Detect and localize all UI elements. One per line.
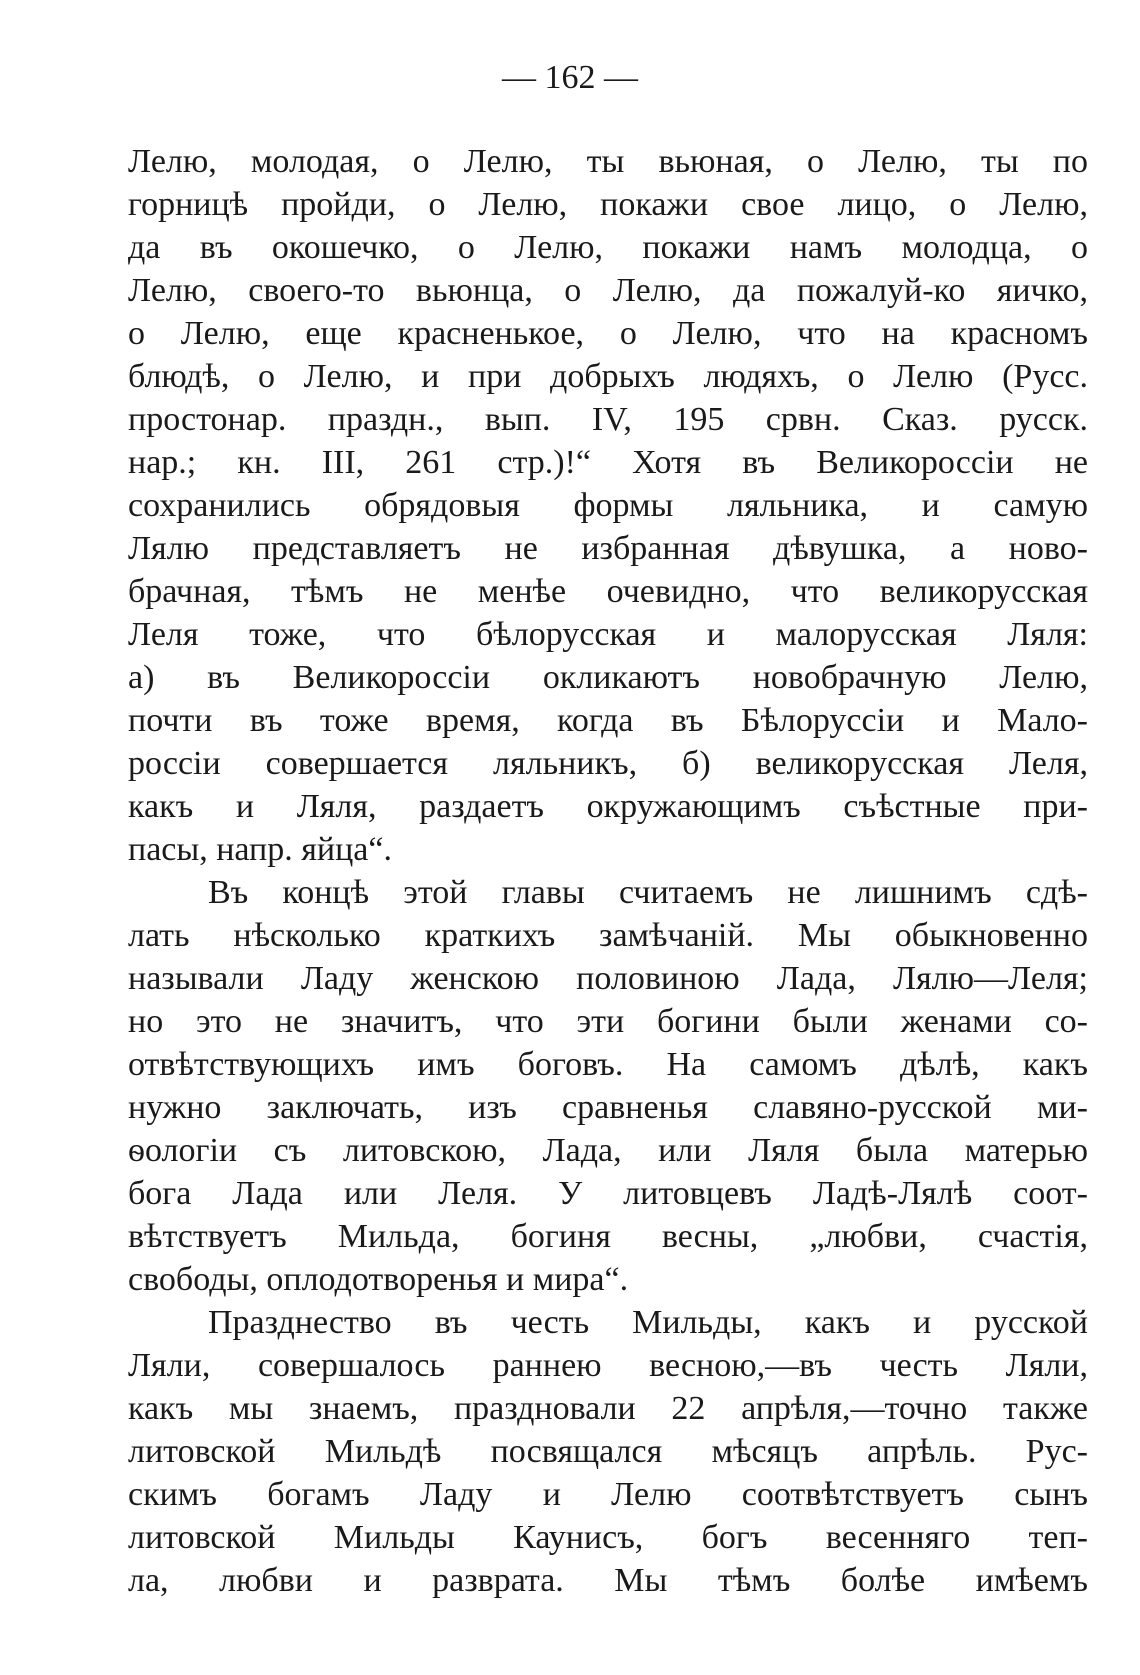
paragraph-2	[128, 871, 1088, 1301]
text-line: Лелю, молодая, о Лелю, ты вьюная, о Лелю, ты по	[128, 143, 1088, 180]
text-line: Въ концѣ этой главы считаемъ не лишнимъ сдѣ-	[208, 874, 1088, 911]
text-line: ѳологіи съ литовскою, Лада, или Ляля была матерью	[128, 1132, 1088, 1169]
paragraph-1	[128, 140, 1088, 871]
text-line: почти въ тоже время, когда въ Бѣлоруссіи и Мало-	[128, 702, 1088, 739]
paragraph-3	[128, 1301, 1088, 1602]
text-line: Лялю представляетъ не избранная дѣвушка, а ново-	[128, 530, 1088, 567]
text-line: россіи совершается ляльникъ, б) великорусская Леля,	[128, 745, 1088, 782]
text-line: нужно заключать, изъ сравненья славяно-русской ми-	[128, 1089, 1088, 1126]
text-line: горницѣ пройди, о Лелю, покажи свое лицо, о Лелю,	[128, 186, 1088, 223]
text-line: но это не значитъ, что эти богини были женами со-	[128, 1003, 1088, 1040]
text-line: блюдѣ, о Лелю, и при добрыхъ людяхъ, о Лелю (Русс.	[128, 358, 1088, 395]
text-line: называли Ладу женскою половиною Лада, Лялю—Леля;	[128, 960, 1088, 997]
text-line: Ляли, совершалось раннею весною,—въ честь Ляли,	[128, 1347, 1088, 1384]
text-line: вѣтствуетъ Мильда, богиня весны, „любви, счастія,	[128, 1218, 1088, 1255]
text-line: Лелю, своего-то вьюнца, о Лелю, да пожалуй-ко яичко,	[128, 272, 1088, 309]
text-line: свободы, оплодотворенья и мира“.	[128, 1261, 629, 1298]
text-line: сохранились обрядовыя формы ляльника, и самую	[128, 487, 1088, 524]
text-line: брачная, тѣмъ не менѣе очевидно, что великорусская	[128, 573, 1088, 610]
text-line: а) въ Великороссіи окликаютъ новобрачную Лелю,	[128, 659, 1088, 696]
text-line: литовской Мильдѣ посвящался мѣсяцъ апрѣль. Рус-	[128, 1433, 1088, 1470]
page-number: — 162 —	[502, 59, 638, 96]
text-line: скимъ богамъ Ладу и Лелю соотвѣтствуетъ сынъ	[128, 1476, 1088, 1513]
text-line: отвѣтствующихъ имъ боговъ. На самомъ дѣлѣ, какъ	[128, 1046, 1088, 1083]
text-line: какъ мы знаемъ, праздновали 22 апрѣля,—точно также	[128, 1390, 1088, 1427]
text-line: простонар. праздн., вып. IV, 195 срвн. Сказ. русск.	[128, 401, 1088, 438]
text-line: нар.; кн. III, 261 стр.)!“ Хотя въ Великороссіи не	[128, 444, 1088, 481]
text-line: о Лелю, еще красненькое, о Лелю, что на красномъ	[128, 315, 1088, 352]
text-line: литовской Мильды Каунисъ, богъ весенняго теп-	[128, 1519, 1088, 1556]
text-line: Леля тоже, что бѣлорусская и малорусская Ляля:	[128, 616, 1088, 653]
text-line: ла, любви и разврата. Мы тѣмъ болѣе имѣемъ	[128, 1562, 1088, 1599]
text-line: бога Лада или Леля. У литовцевъ Ладѣ-Лялѣ соот-	[128, 1175, 1088, 1212]
text-line: пасы, напр. яйца“.	[128, 831, 392, 868]
text-line: да въ окошечко, о Лелю, покажи намъ молодца, о	[128, 229, 1088, 266]
page-body-text	[128, 140, 1088, 1602]
text-line: лать нѣсколько краткихъ замѣчаній. Мы обыкновенно	[128, 917, 1088, 954]
text-line: какъ и Ляля, раздаетъ окружающимъ съѣстные при-	[128, 788, 1088, 825]
text-line: Празднество въ честь Мильды, какъ и русской	[208, 1304, 1088, 1341]
